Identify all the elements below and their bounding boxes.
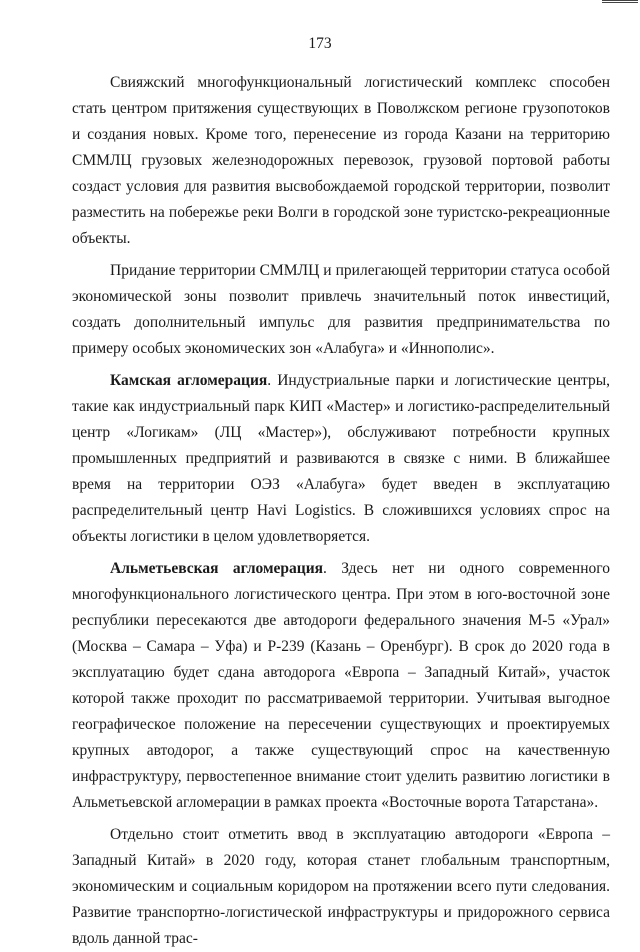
paragraph-heading: Камская агломерация bbox=[110, 372, 268, 389]
paragraph-europe-western-china bbox=[72, 822, 610, 952]
paragraph-text: Придание территории СММЛЦ и прилегающей территории статуса особой экономической зоны позволит привлечь значительный поток инвестиций, создать дополнительный импульс для развития предпринимательства по примеру особых экономических зон «Алабуга» и «Иннополис». bbox=[72, 262, 610, 357]
corner-mark bbox=[602, 0, 638, 3]
paragraph-kama-agglomeration bbox=[72, 368, 610, 550]
paragraph-almetyevsk-agglomeration bbox=[72, 556, 610, 816]
paragraph-text: . Индустриальные парки и логистические центры, такие как индустриальный парк КИП «Мастер» и логистико-распределительный центр «Логикам» (ЛЦ «Мастер»), обслуживают потребности крупных промышленных предприятий и развиваются в связке с ними. В ближайшее время на территории ОЭЗ «Алабуга» будет введен в эксплуатацию распределительный центр Havi Logistics. В сложившихся условиях спрос на объекты логистики в целом удовлетворяется. bbox=[72, 372, 610, 545]
page-number: 173 bbox=[308, 35, 332, 52]
body-text bbox=[72, 70, 610, 952]
paragraph-text: Отдельно стоит отметить ввод в эксплуатацию автодороги «Европа – Западный Китай» в 2020 году, которая станет глобальным транспортным, экономическим и социальным коридором на протяжении всего пути следования. Развитие транспортно-логистической инфраструктуры и придорожного сервиса вдоль данной трас- bbox=[72, 826, 610, 947]
paragraph-heading: Альметьевская агломерация bbox=[110, 560, 324, 577]
paragraph-text: . Здесь нет ни одного современного многофункционального логистического центра. При этом в юго-восточной зоне республики пересекаются две автодороги федерального значения М-5 «Урал» (Москва – Самара – Уфа) и Р-239 (Казань – Оренбург). В срок до 2020 года в эксплуатацию будет сдана автодорога «Европа – Западный Китай», участок которой также проходит по рассматриваемой территории. Учитывая выгодное географическое положение на пересечении существующих и проектируемых крупных автодорог, а также существующий спрос на качественную инфраструктуру, первостепенное внимание стоит уделить развитию логистики в Альметьевской агломерации в рамках проекта «Восточные ворота Татарстана». bbox=[72, 560, 610, 811]
paragraph-text: Свияжский многофункциональный логистический комплекс способен стать центром притяжения существующих в Поволжском регионе грузопотоков и создания новых. Кроме того, перенесение из города Казани на территорию СММЛЦ грузовых железнодорожных перевозок, грузовой портовой работы создаст условия для развития высвобождаемой городской территории, позволит разместить на побережье реки Волги в городской зоне туристско-рекреационные объекты. bbox=[72, 74, 610, 247]
paragraph-sez-status bbox=[72, 258, 610, 362]
paragraph-sviyazhsk bbox=[72, 70, 610, 252]
